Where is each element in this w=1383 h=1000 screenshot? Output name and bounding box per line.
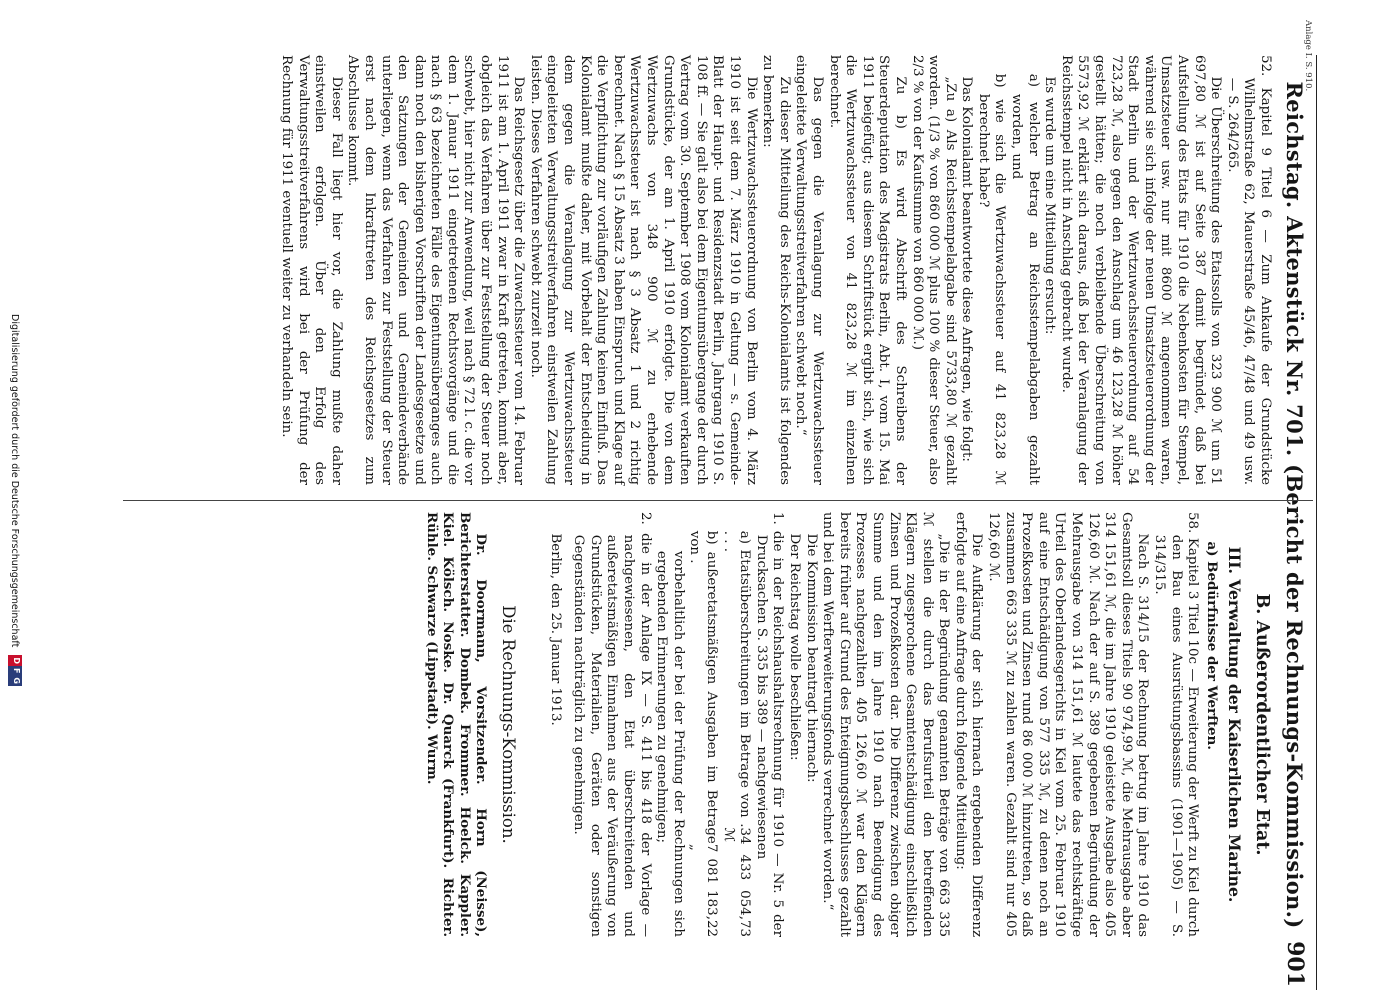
resolution-item: 2. die in der Anlage IX — S. 411 bis 418 der Vorlage — nachgewiesenen, den Etat überschreitenden und außeretatsmäßigen Einnahmen aus der Veräußerung von Grundstücken, Materialien, Geräten oder sonstigen Gegenständen nachträglich zu genehmigen.	[571, 512, 653, 937]
subsection-heading: a) Bedürfnisse der Werften.	[1203, 541, 1220, 750]
digitization-credit	[2, 0, 28, 1000]
quoted-statement: „Die in der Begründung genannten Beträge von 663 335 ℳ stellen die durch das Berufsurteil den betreffenden Klägern zugesprochene Gesamtentschädigung einschließlich Zinsen und Prozeßkosten dar. Die Differenz zwischen obiger Summe und den im Jahre 1910 nach Beendigung des Prozesses nachgezahlten 405 126,60 ℳ war den Klägern bereits früher auf Grund des Enteignungsbeschlusses gezahlt und bei dem Werfterweiterungsfonds verrechnet worden.“	[820, 512, 952, 937]
signature-list: Dr. Doormann, Vorsitzender. Horn (Neisse), Berichterstatter. Dombek. Frommer. Hoelck. Kappler. Kiel. Kölsch. Noske. Dr. Quarck (Frankfurt). Richter. Rühle. Schwarze (Lippstadt). Wurm.	[423, 512, 490, 937]
paragraph: Der Reichstag wolle beschließen:	[786, 533, 802, 761]
paragraph: Die Aufklärung der sich hiernach ergebenden Differenz erfolgte auf eine Anfrage durch folgende Mitteilung:	[952, 512, 985, 937]
header-rule	[1316, 55, 1317, 990]
question-b: b) wie sich die Wertzuwachssteuer auf 41 823,28 ℳ berechnet habe?	[975, 73, 1008, 485]
right-column	[423, 512, 1273, 937]
paragraph: Die Kommission beantragt hiernach:	[803, 533, 819, 783]
section-heading: III. Verwaltung der Kaiserlichen Marine.	[1225, 546, 1245, 903]
commission-title: Die Rechnungs-Kommission.	[499, 605, 519, 844]
paragraph: vorbehaltlich der bei der Prüfung der Rechnungen sich ergebenden Erinnerungen zu genehmigen;	[654, 550, 686, 937]
dfg-logo: D F G	[8, 655, 22, 686]
paragraph: Das Kolonialamt beantwortete diese Anfragen, wie folgt:	[959, 76, 975, 462]
amount-label: b) außeretatsmäßigen Ausgaben im Betrage von .	[687, 530, 719, 844]
amount-value: 7 081 183,22 „	[687, 843, 719, 937]
quoted-answer-b: Zu b) Es wird Abschrift des Schreibens der Steuerdeputation des Magistrats Berlin, Abt. I, vom 15. Mai 1911 beigefügt; aus diesem Schriftstück ergibt sich, wie sich die Wertzuwachssteuer von 41 823,28 ℳ im einzelnen berechnet.	[826, 55, 908, 485]
paragraph: Das Reichsgesetz über die Zuwachssteuer vom 14. Februar 1911 ist am 1. April 1911 zwar in Kraft getreten, kommt aber, obgleich das Verfahren über zur Feststellung der Steuer noch schwebt, hier nicht zur Anwendung, weil nach § 72 l. c. die vor dem 1. Januar 1911 eingetretenen Rechtsvorgänge und die nach § 63 bezeichneten Fälle des Eigentumsüberganges auch dann noch den bisherigen Vorschriften der Landesgesetze und den Satzungen der Gemeinden und Gemeindeverbände unterliegen, wenn das Verfahren zur Feststellung der Steuer erst nach dem Inkrafttreten des Reichsgesetzes zum Abschlusse kommt.	[345, 55, 527, 485]
paragraph: Es wurde um eine Mitteilung ersucht:	[1042, 76, 1058, 335]
page-header-title: Reichstag. Aktenstück Nr. 701. (Bericht der Rechnungs-Kommission.)	[1282, 81, 1307, 929]
paragraph: Die Überschreitung des Etatssolls von 323 900 ℳ um 51 697,80 ℳ ist auf Seite 387 damit begründet, daß bei Aufstellung des Etats für 1910 die Nebenkosten für Stempel, Umsatzsteuer usw. nur mit 8600 ℳ angenommen waren, während sie sich infolge der neuen Umsatzsteuerordnung der Stadt Berlin und der Wertzuwachssteuerordnung auf 54 723,28 ℳ, also gegen den Anschlag um 46 123,28 ℳ höher gestellt hätten; die noch verbleibende Überschreitung von 5573,92 ℳ erklärt sich daraus, daß bei der Veranlagung der Reichsstempel nicht in Anschlag gebracht wurde.	[1058, 55, 1224, 485]
paragraph: Dieser Fall liegt hier vor, die Zahlung mußte daher einstweilen erfolgen. Über den Erfolg des Verwaltungsstreitverfahrens wird bei der Prüfung der Rechnung für 1911 eventuell weiter zu verhandeln sein.	[278, 55, 344, 485]
amount-value: 34 433 054,73 ℳ	[720, 827, 753, 937]
entry-heading: 58. Kapitel 3 Titel 10c — Erweiterung der Werft zu Kiel durch den Bau eines Ausrüstungsbassins (1901—1905) — S. 314/315.	[1152, 512, 1201, 937]
amount-row	[686, 512, 719, 937]
credit-text: Digitalisierung gefördert durch die Deutsche Forschungsgemeinschaft	[9, 314, 21, 648]
column-divider	[123, 500, 1313, 501]
entry-heading: 52. Kapitel 9 Titel 6 — Zum Ankaufe der Grundstücke Wilhelmstraße 62, Mauerstraße 45/46, 47/48 und 49 usw. — S. 264/265.	[1224, 55, 1273, 485]
paragraph: Zu dieser Mitteilung des Reichs-Kolonialamts ist folgendes zu bemerken:	[760, 55, 792, 485]
quoted-answer-a: „Zu a) Als Reichsstempelabgabe sind 5733,80 ℳ gezahlt worden. (1/3 % von 860 000 ℳ plus 100 % dieser Steuer, also 2/3 % von der Kaufsumme von 860 000 ℳ.)	[909, 55, 958, 485]
section-heading: B. Außerordentlicher Etat.	[1252, 593, 1272, 856]
left-column	[277, 55, 1273, 485]
question-a: a) welcher Betrag an Reichsstempelabgaben gezahlt worden, und	[1009, 73, 1041, 485]
date-line: Berlin, den 25. Januar 1913.	[547, 533, 563, 726]
paragraph: Die Wertzuwachssteuerordnung von Berlin vom 4. März 1910 ist seit dem 7. März 1910 in Geltung — s. Gemeinde-Blatt der Haupt- und Residenzstadt Berlin, Jahrgang 1910 S. 108 ff. — Sie galt also bei dem Eigentumsübergange der durch Vertrag vom 30. September 1908 vom Kolonialamt verkauften Grundstücke, der am 1. April 1910 erfolgte. Die von dem Wertzuwachs von 348 900 ℳ zu erhebende Wertzuwachssteuer ist nach § 3 Absatz 1 und 2 richtig berechnet. Nach § 15 Absatz 3 haben Einspruch und Klage auf die Verpflichtung zur vorläufigen Zahlung keinen Einfluß. Das Kolonialamt mußte daher, mit Vorbehalt der Entscheidung in dem gegen die Veranlagung zur Wertzuwachssteuer eingeleiteten Verwaltungsstreitverfahren einstweilen Zahlung leisten. Dieses Verfahren schwebt zurzeit noch.	[527, 55, 759, 485]
paragraph: Nach S. 314/15 der Rechnung betrug im Jahre 1910 das Gesamtsoll dieses Titels 90 974,99 ℳ, die Mehrausgabe aber 314 151,61 ℳ, die im Jahre 1910 geleistete Ausgabe also 405 126,60 ℳ. Nach der auf S. 389 gegebenen Begründung der Mehrausgabe von 314 151,61 ℳ lautete das rechtskräftige Urteil des Oberlandesgerichts in Kiel vom 25. Februar 1910 auf eine Entschädigung von 577 335 ℳ, zu denen noch an Prozeßkosten und Zinsen rund 86 000 ℳ hinzutreten, so daß zusammen 663 335 ℳ zu zahlen waren. Gezahlt sind nur 405 126,60 ℳ.	[986, 512, 1151, 937]
resolution-item: 1. die in der Reichshaushaltsrechnung für 1910 — Nr. 5 der Drucksachen S. 335 bis 389 — nachgewiesenen	[753, 512, 786, 937]
amount-label: a) Etatsüberschreitungen im Betrage von . . . .	[720, 530, 753, 828]
page-number: 901	[1282, 941, 1308, 987]
amount-row	[719, 512, 752, 937]
margin-note: Anlage I. S. 910.	[1303, 20, 1313, 92]
paragraph: Das gegen die Veranlagung zur Wertzuwachssteuer eingeleitete Verwaltungsstreitverfahren schwebt noch.“	[793, 55, 825, 485]
